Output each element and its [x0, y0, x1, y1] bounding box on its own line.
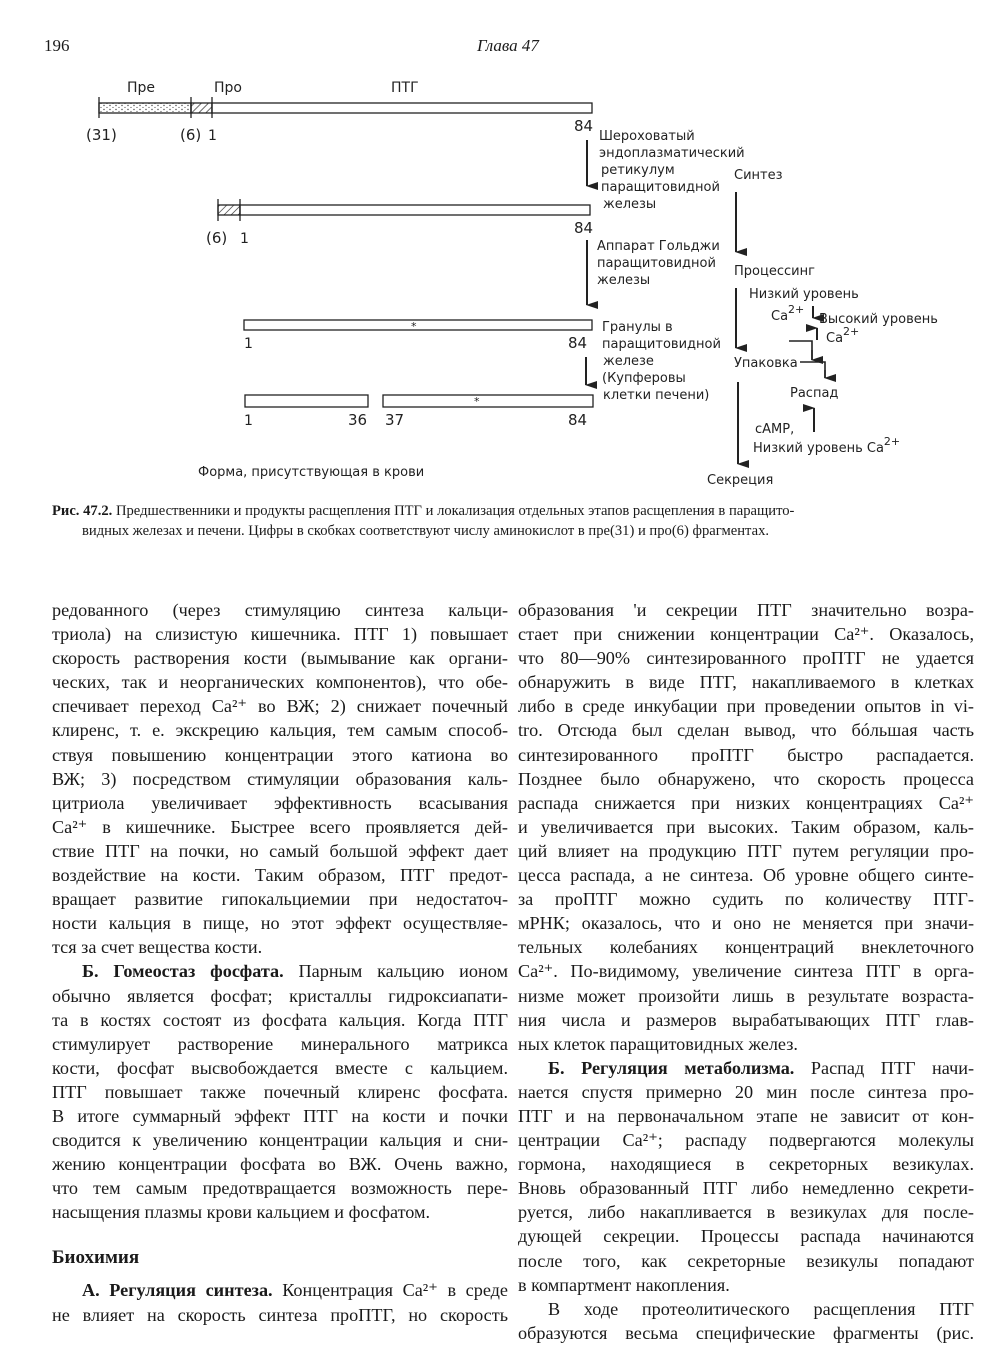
text-line: Ca²⁺ в кишечнике. Быстрее всего проявляется дей-: [52, 816, 508, 837]
svg-text:паращитовидной: паращитовидной: [601, 180, 720, 195]
paragraph-phosphate-homeostasis: [52, 959, 508, 1224]
bar2-end-label: 84: [574, 219, 594, 237]
section-heading: Биохимия: [52, 1247, 140, 1269]
pro-segment-label: Про: [214, 80, 242, 96]
text-line: ных клеток паращитовидных желез.: [518, 1033, 798, 1054]
bar1-start-label: 1: [208, 128, 217, 144]
text-line: спечивает переход Ca²⁺ во ВЖ; 2) снижает почечный: [52, 696, 508, 717]
caption-text-line2: видных железах и печени. Цифры в скобках соответствуют числу аминокислот в пре(31) и про(6) фрагментах.: [82, 523, 770, 539]
text-line: синтезированного проПТГ быстро распадается.: [518, 744, 974, 765]
svg-text:клетки печени): клетки печени): [603, 388, 710, 403]
pro-segment: [218, 205, 240, 215]
text-line: после того, как секреторные везикулы попадают: [518, 1250, 974, 1271]
paragraph: [518, 598, 974, 1056]
paragraph-synthesis-regulation: [52, 1278, 508, 1326]
text-line: скорость растворения кости (вымывание как органи-: [52, 648, 508, 669]
subsection-heading: Б. Гомеостаз фосфата.: [82, 961, 284, 982]
cleavage-site-mark: *: [474, 395, 480, 408]
pro-length-label: (6): [180, 126, 202, 144]
left-column: [52, 598, 508, 1327]
svg-text:железы: железы: [603, 197, 657, 212]
text-line: гормона, находящиеся в секреторных везикулах.: [518, 1154, 974, 1175]
text-line: центрации Ca²⁺; распаду подвергаются молекулы: [518, 1130, 974, 1151]
text-line: сводится к увеличению концентрации кальция и сни-: [52, 1130, 508, 1151]
location-golgi-label: [597, 239, 720, 288]
proptg-bar: [218, 199, 590, 221]
text-line: триола) на слизистую кишечника. ПТГ 1) повышает: [52, 624, 508, 645]
text-line: та в костях состоят из фосфата кальция. Когда ПТГ: [52, 1009, 508, 1030]
text-line: А. Регуляция синтеза. Концентрация Ca²⁺ в среде: [82, 1280, 508, 1301]
bar2-start-label: 1: [240, 231, 249, 247]
processing-label: Процессинг: [734, 264, 815, 279]
ptg-segment: [240, 205, 590, 215]
pro-segment: [191, 103, 212, 113]
text-line: жению концентрации фосфата во ВЖ. Очень важно,: [52, 1154, 508, 1175]
location-granules-label: [602, 320, 721, 403]
synthesis-label: Синтез: [734, 168, 783, 183]
ptg-cleavage-figure: [0, 60, 1002, 490]
ptg-segment-label: ПТГ: [391, 80, 419, 96]
text-line: В итоге суммарный эффект ПТГ на кости и почки: [52, 1105, 508, 1126]
text-line: цитриола увеличивает эффективность всасывания: [52, 792, 508, 813]
blood-form-label: Форма, присутствующая в крови: [198, 465, 425, 480]
text-line: распада снижается при низких концентрациях Ca²⁺: [518, 792, 974, 813]
secretion-label: Секреция: [707, 473, 774, 488]
text-line: ПТГ повышает также почечный клиренс фосфата.: [52, 1081, 508, 1102]
text-line: tro. Отсюда был сделан вывод, что бóльшая часть: [518, 720, 974, 741]
text-line: тся за счет вещества кости.: [52, 937, 263, 958]
text-line: Б. Гомеостаз фосфата. Парным кальцию ионом: [82, 961, 508, 982]
text-line: ций влияет на продукцию ПТГ путем регуляции про-: [518, 840, 974, 861]
text-line: ствие ПТГ на почки, но самый большой эффект дает: [52, 840, 508, 861]
figure-caption: [52, 501, 962, 541]
text-line: В ходе протеолитического расщепления ПТГ: [548, 1298, 974, 1319]
ca-high-label: $Ca^{2+}$: [826, 325, 860, 346]
text-line: Вновь образованный ПТГ либо немедленно секрети-: [518, 1178, 974, 1199]
text-line: образования 'и секреции ПТГ значительно возра-: [518, 600, 974, 620]
paragraph-proteolysis: [518, 1297, 974, 1345]
text-line: и увеличивается при высоких. Таким образом, каль-: [518, 816, 974, 837]
bar4-end-label: 84: [568, 411, 588, 429]
svg-text:паращитовидной: паращитовидной: [602, 337, 721, 352]
text-line: ствуя повышению концентрации этого катиона во: [52, 744, 508, 765]
location-rer-label: [599, 129, 745, 212]
text-line: обычно является фосфат; кристаллы гидроксиапати-: [52, 985, 508, 1006]
high-level-label: Высокий уровень: [819, 312, 938, 327]
bar3-end-label: 84: [568, 334, 588, 352]
bar3-start-label: 1: [244, 336, 253, 352]
subsection-heading: Б. Регуляция метаболизма.: [548, 1057, 795, 1078]
pre-segment-label: Пре: [127, 80, 156, 96]
text-line: обнаружить в виде ПТГ, накапливаемого в клетках: [518, 672, 974, 693]
caption-label: Рис. 47.2.: [52, 503, 113, 519]
subsection-heading: А. Регуляция синтеза.: [82, 1280, 273, 1301]
text-line: нается спустя примерно 20 мин после синтеза про-: [518, 1081, 974, 1102]
degradation-label: Распад: [790, 386, 839, 401]
bar4-start-label: 1: [244, 413, 253, 429]
bar4-37-label: 37: [385, 411, 405, 429]
svg-text:паращитовидной: паращитовидной: [597, 256, 716, 271]
text-line: что 80—90% синтезированного проПТГ не удается: [518, 648, 974, 669]
camp-label: cAMP,: [755, 422, 795, 437]
low-level-label: Низкий уровень: [749, 287, 859, 302]
text-line: воздействие на кости. Таким образом, ПТГ предот-: [52, 865, 508, 886]
page-number: 196: [44, 36, 70, 55]
text-line: ПТГ и на первоначальном этапе не зависит от кон-: [518, 1105, 974, 1126]
ptg-1-84-bar: [244, 320, 592, 330]
svg-text:железе: железе: [603, 354, 654, 369]
svg-text:эндоплазматический: эндоплазматический: [599, 146, 745, 161]
bar1-end-label: 84: [574, 117, 594, 135]
low-level-ca-label: Низкий уровень $Ca^{2+}$: [753, 435, 901, 456]
text-line: ния числа и размеров вырабатывающих ПТГ глав-: [518, 1009, 974, 1030]
svg-text:Аппарат Гольджи: Аппарат Гольджи: [597, 239, 720, 254]
fragment-37-84-bar: [383, 395, 593, 407]
text-line: что тем самым предотвращается возможность пере-: [52, 1178, 508, 1199]
text-line: Б. Регуляция метаболизма. Распад ПТГ начи-: [548, 1057, 975, 1078]
svg-text:Шероховатый: Шероховатый: [599, 129, 695, 144]
text-line: Позднее было обнаружено, что скорость процесса: [518, 768, 974, 789]
text-line: кости, фосфат высвобождается вместе с кальцием.: [52, 1057, 508, 1078]
text-line: вращает развитие гипокальциемии при недостаточ-: [52, 889, 508, 910]
right-column: [518, 598, 974, 1345]
text-line: ческих, так и неорганических компонентов), что обе-: [52, 672, 508, 693]
svg-text:Гранулы в: Гранулы в: [602, 320, 673, 335]
ptg-segment: [212, 103, 592, 113]
text-line: ности кальция в пище, но этот эффект осуществляе-: [52, 913, 508, 934]
branch-connector: [800, 362, 825, 378]
svg-text:ретикулум: ретикулум: [601, 163, 675, 178]
text-line: Ca²⁺. По-видимому, увеличение синтеза ПТГ в орга-: [518, 961, 974, 982]
text-line: дующей секреции. Процессы распада начинаются: [518, 1226, 974, 1247]
text-line: не влияет на скорость синтеза проПТГ, но скорость: [52, 1304, 508, 1325]
text-line: стимулирует растворение минерального матрикса: [52, 1033, 508, 1054]
bar4-36-label: 36: [348, 411, 368, 429]
text-line: ВЖ; 3) посредством стимуляции образования каль-: [52, 768, 508, 789]
running-head: Глава 47: [477, 36, 539, 55]
pre-segment: [99, 103, 191, 113]
text-line: стает при снижении концентрации Ca²⁺. Оказалось,: [518, 624, 974, 645]
text-line: редованного (через стимуляцию синтеза кальци-: [52, 600, 508, 620]
bar2-pro-length-label: (6): [206, 229, 228, 247]
text-line: тельных колебаниях концентраций внеклеточного: [518, 937, 974, 958]
text-line: цесса распада, а не синтеза. Об уровне общего синте-: [518, 865, 974, 886]
text-line: мРНК; оказалось, что и оно не меняется при значи-: [518, 913, 974, 934]
svg-text:железы: железы: [597, 273, 651, 288]
ca-low-label: $Ca^{2+}$: [771, 303, 805, 324]
text-line: за проПТГ можно судить по количеству ПТГ-: [518, 889, 974, 910]
text-line: руется, либо накапливается в везикулах для после-: [518, 1202, 974, 1223]
cleavage-site-mark: *: [411, 320, 417, 333]
packaging-label: Упаковка: [734, 356, 798, 371]
text-line: клиренс, т. е. экскрецию кальция, тем самым способ-: [52, 720, 508, 741]
pre-length-label: (31): [86, 126, 117, 144]
text-line: образуются весьма специфические фрагменты (рис.: [518, 1322, 974, 1343]
caption-text-line1: Предшественники и продукты расщепления ПТГ и локализация отдельных этапов расщепления в паращито-: [112, 503, 795, 519]
text-line: в компартмент накопления.: [518, 1274, 730, 1295]
text-line: низме может произойти лишь в результате возраста-: [518, 985, 974, 1006]
paragraph-metabolism-regulation: [518, 1056, 974, 1297]
preproptg-bar: [99, 97, 592, 118]
text-line: насыщения плазмы крови кальцием и фосфатом.: [52, 1202, 431, 1223]
svg-text:(Купферовы: (Купферовы: [602, 371, 686, 386]
text-line: либо в среде инкубации при проведении опытов in vi-: [518, 696, 974, 717]
fragment-1-36-bar: [245, 395, 368, 407]
paragraph: [52, 598, 508, 959]
